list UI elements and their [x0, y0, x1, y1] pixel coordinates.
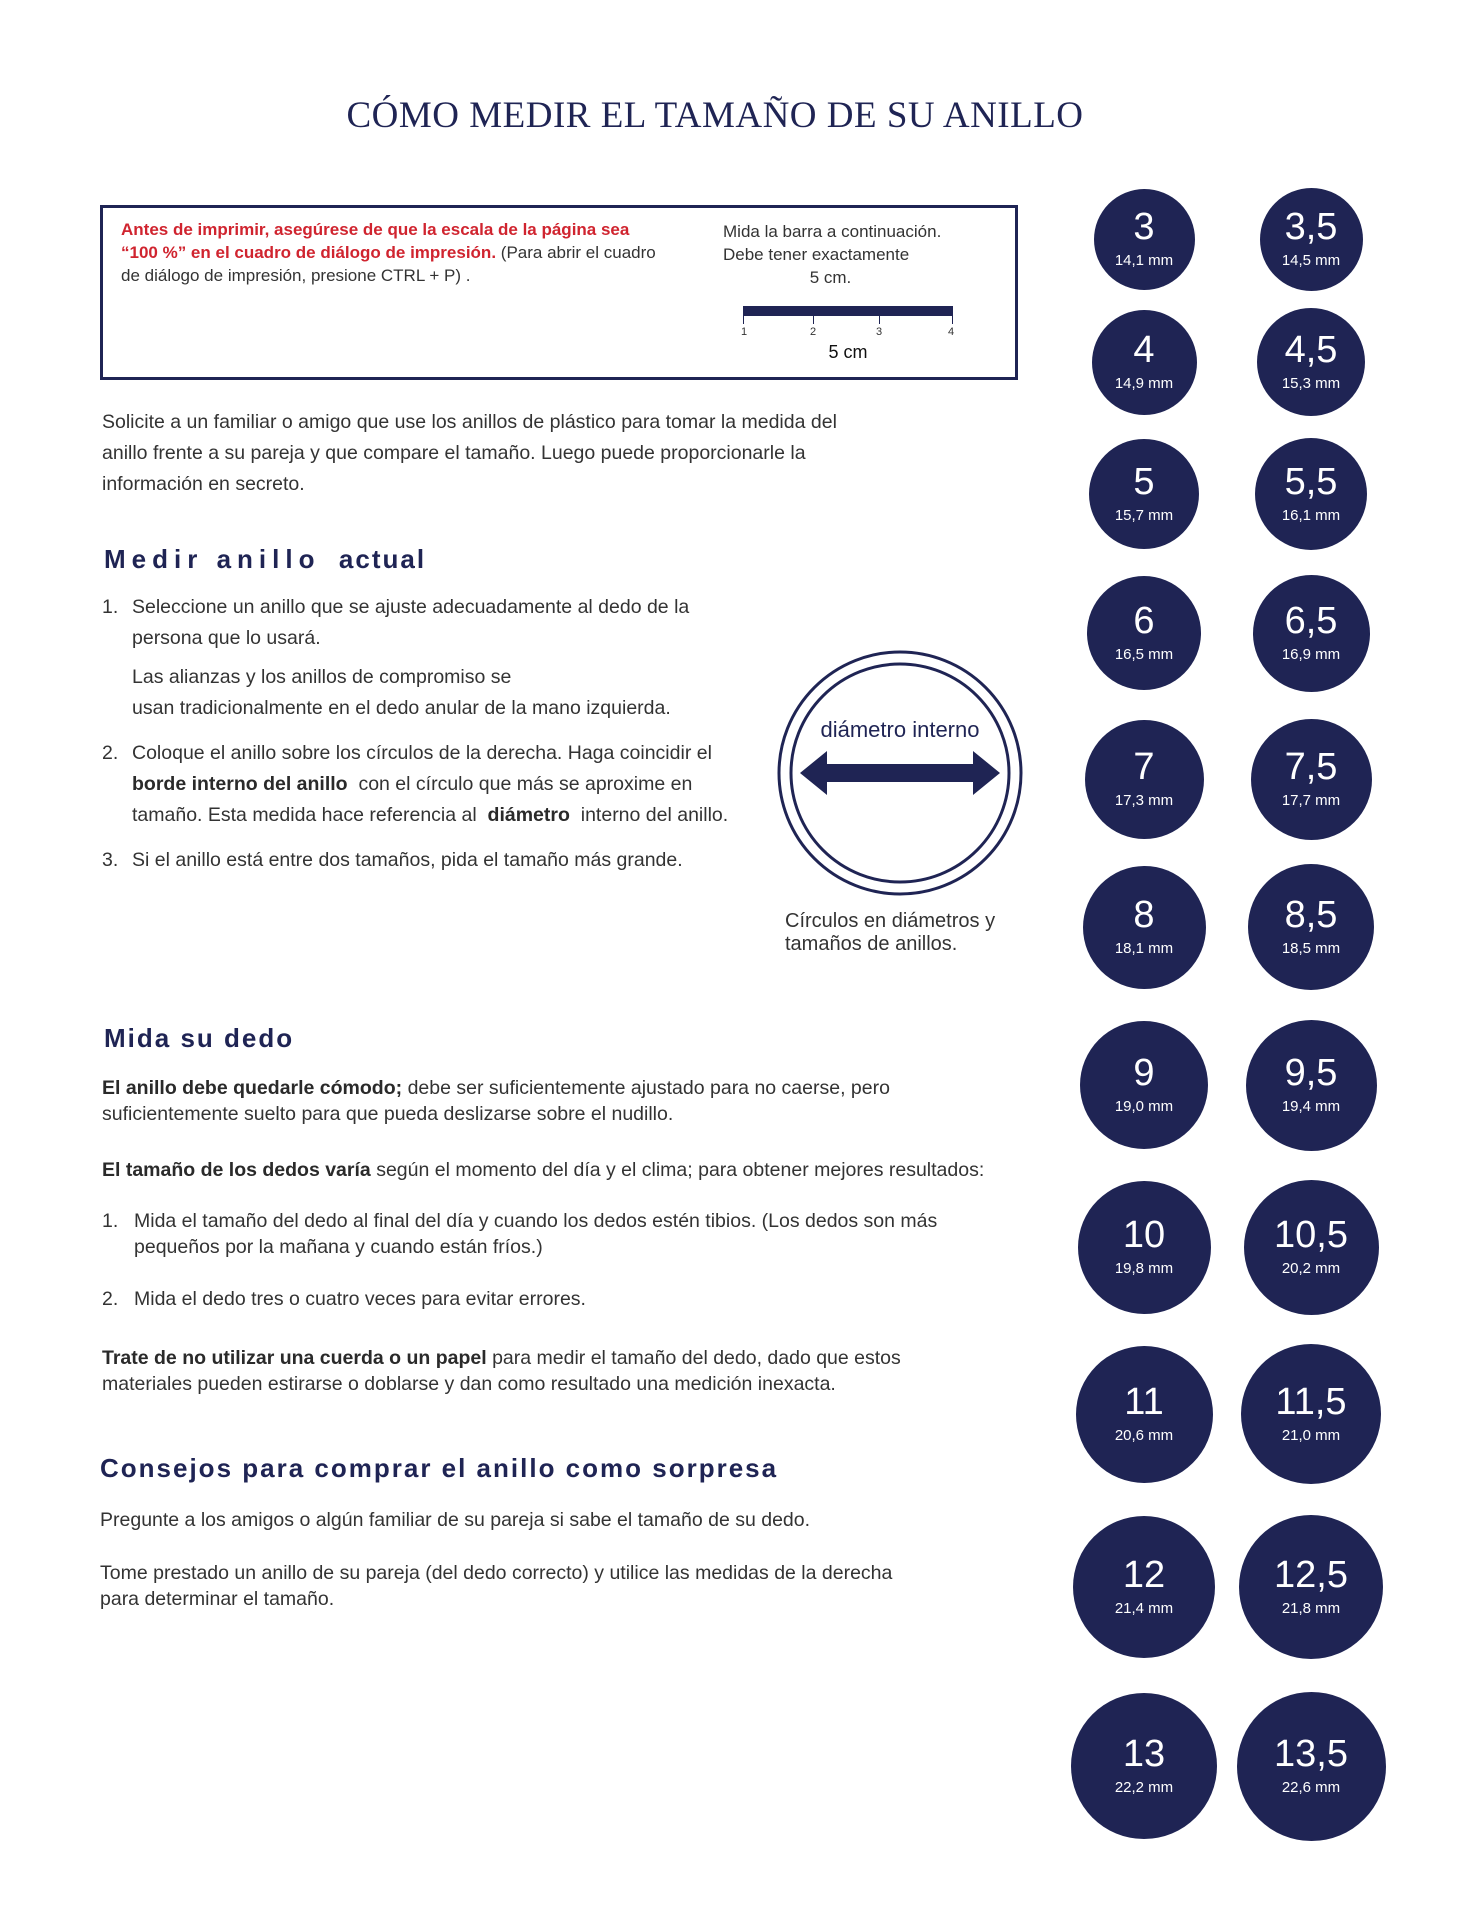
step-number: 1. — [102, 1210, 119, 1232]
ring-size-circle — [1251, 719, 1372, 840]
ring-size-number: 13 — [1122, 1733, 1166, 1775]
print-warning — [121, 218, 721, 287]
ruler-tick-label: 2 — [810, 326, 817, 338]
finger-paragraph-2 — [102, 1157, 1102, 1183]
ring-size-mm: 14,1 mm — [1114, 252, 1174, 269]
ring-size-number: 3,5 — [1284, 206, 1338, 248]
ring-size-circle — [1257, 308, 1365, 416]
ring-size-circle — [1241, 1344, 1381, 1484]
ring-size-number: 5 — [1133, 461, 1155, 503]
step-2 — [102, 738, 762, 831]
ring-size-circle — [1094, 189, 1195, 290]
finger-step-2 — [102, 1286, 1062, 1312]
ruler-label: 5 cm — [828, 342, 868, 362]
ruler-tick — [879, 312, 880, 324]
warning-text-2: “100 %” en el cuadro de diálogo de impresión. — [121, 243, 497, 262]
p1-text: debe ser suficientemente ajustado para no caerse, pero — [407, 1077, 890, 1099]
ring-size-circle — [1085, 720, 1204, 839]
section-heading-surprise-tips: Consejos para comprar el anillo como sorpresa — [100, 1453, 779, 1483]
bold-inner-edge: borde interno del anillo — [132, 773, 348, 795]
measure-ring-steps — [102, 592, 762, 876]
double-arrow-icon — [800, 751, 1000, 795]
ring-size-number: 6,5 — [1284, 600, 1338, 642]
p1-line-2: suficientemente suelto para que pueda deslizarse sobre el nudillo. — [102, 1103, 674, 1125]
ring-size-mm: 19,4 mm — [1281, 1098, 1341, 1115]
bold-no-string: Trate de no utilizar una cuerda o un papel — [102, 1347, 487, 1369]
finger-step-1 — [102, 1208, 1062, 1260]
ring-size-mm: 16,5 mm — [1114, 646, 1174, 663]
step-1-line-2: persona que lo usará. — [132, 627, 321, 649]
ring-size-circle — [1253, 575, 1370, 692]
ring-size-mm: 17,7 mm — [1281, 792, 1341, 809]
ring-size-number: 5,5 — [1284, 461, 1338, 503]
ring-size-circle — [1244, 1180, 1379, 1315]
inner-diameter-diagram — [775, 648, 1025, 898]
section-heading-measure-finger: Mida su dedo — [104, 1023, 295, 1053]
ring-size-number: 4,5 — [1284, 329, 1338, 371]
ring-size-number: 7 — [1133, 746, 1155, 788]
ruler-bar — [743, 306, 953, 316]
ring-size-mm: 16,9 mm — [1281, 646, 1341, 663]
ruler — [743, 306, 953, 364]
ring-size-circle — [1239, 1515, 1383, 1659]
ring-size-circle — [1087, 576, 1201, 690]
ruler-tick — [743, 312, 744, 324]
page-title: CÓMO MEDIR EL TAMAÑO DE SU ANILLO — [346, 95, 1084, 136]
finger-step-1-line-1: Mida el tamaño del dedo al final del día y cuando los dedos estén tibios. (Los dedos son más — [134, 1210, 938, 1232]
ring-size-number: 4 — [1133, 329, 1155, 371]
step-2-text: interno del anillo. — [580, 804, 729, 826]
heading-part-b: actual — [338, 544, 427, 574]
tips-paragraph-1: Pregunte a los amigos o algún familiar de su pareja si sabe el tamaño de su dedo. — [100, 1509, 811, 1531]
measure-line-2: Debe tener exactamente — [723, 245, 910, 264]
bold-finger-size-varies: El tamaño de los dedos varía — [102, 1159, 371, 1181]
p2-text: según el momento del día y el clima; para obtener mejores resultados: — [376, 1159, 985, 1181]
tips-p2-line-1: Tome prestado un anillo de su pareja (del dedo correcto) y utilice las medidas de la derecha — [100, 1562, 893, 1584]
ring-size-mm: 21,8 mm — [1281, 1600, 1341, 1617]
step-number: 2. — [102, 742, 119, 764]
ring-size-circle — [1080, 1021, 1208, 1149]
ring-size-mm: 22,6 mm — [1281, 1779, 1341, 1796]
p3-text: para medir el tamaño del dedo, dado que estos — [492, 1347, 901, 1369]
ring-size-number: 9,5 — [1284, 1052, 1338, 1094]
ring-size-number: 7,5 — [1284, 746, 1338, 788]
caption-line-1: Círculos en diámetros y — [785, 910, 996, 932]
ring-size-circle — [1248, 864, 1374, 990]
ring-size-mm: 21,0 mm — [1281, 1427, 1341, 1444]
measure-line-1: Mida la barra a continuación. — [723, 222, 942, 241]
ring-size-number: 9 — [1133, 1052, 1155, 1094]
ruler-tick-label: 4 — [948, 326, 955, 338]
ring-size-circle — [1246, 1020, 1377, 1151]
ruler-tick — [952, 312, 953, 324]
ring-size-mm: 19,8 mm — [1114, 1260, 1174, 1277]
step-number: 1. — [102, 596, 119, 618]
intro-line-3: información en secreto. — [102, 473, 305, 495]
ring-size-mm: 17,3 mm — [1114, 792, 1174, 809]
intro-paragraph — [102, 407, 922, 500]
section-heading-measure-ring — [104, 544, 426, 575]
intro-line-2: anillo frente a su pareja y que compare el tamaño. Luego puede proporcionarle la — [102, 442, 806, 464]
ring-size-mm: 18,1 mm — [1114, 940, 1174, 957]
ring-size-circle — [1260, 188, 1363, 291]
step-2-line-2 — [132, 769, 762, 800]
tips-p2-line-2: para determinar el tamaño. — [100, 1588, 335, 1610]
finger-step-1-line-2: pequeños por la mañana y cuando están fríos.) — [134, 1236, 543, 1258]
step-1-line-1: Seleccione un anillo que se ajuste adecuadamente al dedo de la — [132, 596, 690, 618]
ring-diagram-svg — [775, 648, 1025, 898]
ring-size-circle — [1255, 438, 1367, 550]
ring-size-number: 6 — [1133, 600, 1155, 642]
ring-size-number: 8,5 — [1284, 894, 1338, 936]
ring-size-mm: 15,7 mm — [1114, 507, 1174, 524]
measure-instructions — [723, 220, 993, 289]
step-number: 3. — [102, 849, 119, 871]
ring-size-mm: 20,6 mm — [1114, 1427, 1174, 1444]
ring-size-mm: 19,0 mm — [1114, 1098, 1174, 1115]
print-notice-box — [100, 205, 1018, 380]
step-2-line-1: Coloque el anillo sobre los círculos de la derecha. Haga coincidir el — [132, 742, 712, 764]
step-3-line: Si el anillo está entre dos tamaños, pida el tamaño más grande. — [132, 849, 683, 871]
ring-size-circle — [1076, 1346, 1213, 1483]
finger-paragraph-1 — [102, 1075, 1062, 1127]
print-info-2: de diálogo de impresión, presione CTRL + P) . — [121, 266, 471, 285]
step-2-text: tamaño. Esta medida hace referencia al — [132, 804, 477, 826]
ring-size-circle — [1078, 1181, 1211, 1314]
bold-comfortable: El anillo debe quedarle cómodo; — [102, 1077, 403, 1099]
intro-line-1: Solicite a un familiar o amigo que use los anillos de plástico para tomar la medida del — [102, 411, 837, 433]
ring-size-mm: 16,1 mm — [1281, 507, 1341, 524]
ring-size-number: 8 — [1133, 894, 1155, 936]
measure-line-3: 5 cm. — [809, 268, 852, 287]
ring-size-number: 11 — [1124, 1381, 1164, 1423]
step-2-line-3 — [132, 800, 762, 831]
tips-paragraph-2 — [100, 1560, 1060, 1612]
print-info-1: (Para abrir el cuadro — [500, 243, 656, 262]
ruler-tick-label: 3 — [876, 326, 883, 338]
ring-size-circle — [1237, 1692, 1386, 1841]
ring-size-number: 12 — [1122, 1554, 1166, 1596]
diagram-caption — [785, 910, 1045, 956]
step-2-text: con el círculo que más se aproxime en — [358, 773, 693, 795]
ring-size-mm: 18,5 mm — [1281, 940, 1341, 957]
ring-size-mm: 21,4 mm — [1114, 1600, 1174, 1617]
ring-size-number: 10,5 — [1274, 1214, 1348, 1256]
step-1-note-2: usan tradicionalmente en el dedo anular de la mano izquierda. — [132, 697, 671, 719]
finger-step-2-line: Mida el dedo tres o cuatro veces para evitar errores. — [134, 1288, 586, 1310]
ring-size-circle — [1073, 1516, 1215, 1658]
caption-line-2: tamaños de anillos. — [785, 933, 958, 955]
step-number: 2. — [102, 1288, 119, 1310]
ruler-tick — [813, 312, 814, 324]
ring-size-number: 3 — [1133, 206, 1155, 248]
diagram-label: diámetro interno — [820, 717, 980, 742]
ring-size-mm: 22,2 mm — [1114, 1779, 1174, 1796]
ring-size-number: 10 — [1122, 1214, 1166, 1256]
ruler-tick-label: 1 — [741, 326, 748, 338]
warning-text-1: Antes de imprimir, asegúrese de que la escala de la página sea — [121, 220, 630, 239]
ring-size-mm: 14,5 mm — [1281, 252, 1341, 269]
ring-size-number: 11,5 — [1275, 1381, 1347, 1423]
ring-size-mm: 15,3 mm — [1281, 375, 1341, 392]
step-1 — [102, 592, 762, 724]
finger-paragraph-3 — [102, 1345, 1062, 1397]
heading-part-a: Medir anillo — [104, 544, 321, 574]
bold-diameter: diámetro — [487, 804, 570, 826]
ring-size-number: 12,5 — [1274, 1554, 1348, 1596]
ring-size-circle — [1092, 310, 1197, 415]
step-1-note-1: Las alianzas y los anillos de compromiso se — [132, 666, 512, 688]
ring-size-number: 13,5 — [1274, 1733, 1348, 1775]
ring-size-mm: 20,2 mm — [1281, 1260, 1341, 1277]
ring-size-mm: 14,9 mm — [1114, 375, 1174, 392]
step-3 — [102, 845, 762, 876]
ring-size-circle — [1083, 866, 1206, 989]
p3-line-2: materiales pueden estirarse o doblarse y dan como resultado una medición inexacta. — [102, 1373, 836, 1395]
ring-size-circle — [1089, 439, 1199, 549]
ring-size-circle — [1071, 1693, 1217, 1839]
finger-steps — [102, 1208, 1062, 1312]
